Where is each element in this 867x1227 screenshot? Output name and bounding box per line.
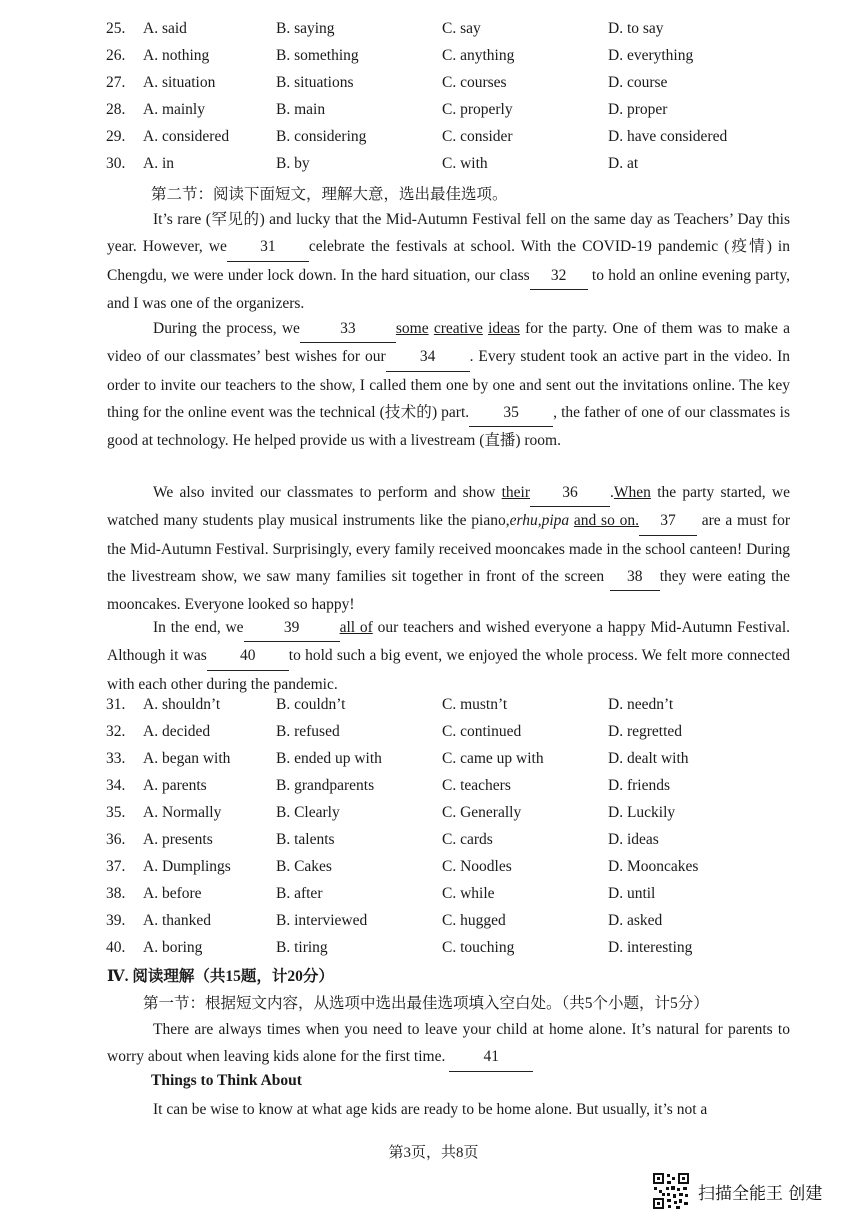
option-c: C. courses <box>442 74 507 91</box>
question-number: 27. <box>106 74 126 91</box>
option-a: A. Normally <box>143 804 222 821</box>
option-b: B. tiring <box>276 939 328 956</box>
option-c: C. hugged <box>442 912 506 929</box>
option-a: A. said <box>143 20 187 37</box>
question-number: 31. <box>106 696 126 713</box>
qr-code-icon <box>652 1172 690 1210</box>
question-number: 39. <box>106 912 126 929</box>
page-footer: 第3页，共8页 <box>388 1145 479 1161</box>
option-d: D. have considered <box>608 128 728 145</box>
option-b: B. main <box>276 101 326 118</box>
option-row <box>0 128 867 154</box>
option-a: A. before <box>143 885 202 902</box>
option-c: C. with <box>442 155 488 172</box>
option-a: A. decided <box>143 723 211 740</box>
option-a: A. considered <box>143 128 230 145</box>
option-d: D. to say <box>608 20 664 37</box>
option-a: A. parents <box>143 777 207 794</box>
option-c: C. touching <box>442 939 515 956</box>
option-row <box>0 723 867 749</box>
option-c: C. mustn’t <box>442 696 508 713</box>
option-d: D. needn’t <box>608 696 674 713</box>
option-d: D. friends <box>608 777 670 794</box>
option-c: C. while <box>442 885 495 902</box>
scanner-watermark <box>652 1172 822 1210</box>
passage-paragraph-3: We also invited our classmates to perform and show their 36 .When the party started, we watched many students play musical instruments like the piano,erhu,pipa and so on. 37 are a must for the Mid-Autumn Festival. Surprisingly, every family received mooncakes made in the school canteen! During the livestream show, we saw many families sit together in front of the screen 38 they were eating the mooncakes. Everyone looked so happy! <box>107 479 790 618</box>
option-d: D. asked <box>608 912 663 929</box>
section2-heading: 第二节：阅读下面短文，理解大意，选出最佳选项。 <box>151 186 508 203</box>
option-b: B. refused <box>276 723 340 740</box>
blank-41: 41 <box>449 1043 533 1071</box>
option-c: C. Generally <box>442 804 522 821</box>
option-a: A. shouldn’t <box>143 696 221 713</box>
option-row <box>0 804 867 830</box>
option-d: D. at <box>608 155 639 172</box>
option-row <box>0 858 867 884</box>
option-b: B. by <box>276 155 310 172</box>
option-b: B. saying <box>276 20 335 37</box>
option-b: B. considering <box>276 128 367 145</box>
part4-heading: Ⅳ. 阅读理解（共15题，计20分） <box>107 968 334 985</box>
option-b: B. Cakes <box>276 858 332 875</box>
question-number: 36. <box>106 831 126 848</box>
blank-40: 40 <box>207 642 289 670</box>
option-row <box>0 74 867 100</box>
question-number: 33. <box>106 750 126 767</box>
passage-paragraph-2: During the process, we 33 some creative ideas for the party. One of them was to make a video of our classmates’ best wishes for our 34 . Every student took an active part in the video. In order to invite our teachers to the show, I called them one by one and sent out the invitations online. The key thing for the online event was the technical (技术的) part. 35 , the father of one of our classmates is good at technology. He helped provide us with a livestream (直播) room. <box>107 315 790 454</box>
option-d: D. until <box>608 885 656 902</box>
question-number: 34. <box>106 777 126 794</box>
option-b: B. ended up with <box>276 750 382 767</box>
option-c: C. consider <box>442 128 513 145</box>
option-d: D. dealt with <box>608 750 689 767</box>
option-b: B. interviewed <box>276 912 368 929</box>
blank-31: 31 <box>227 233 309 261</box>
option-a: A. in <box>143 155 174 172</box>
option-c: C. anything <box>442 47 515 64</box>
option-row <box>0 101 867 127</box>
question-number: 26. <box>106 47 126 64</box>
option-d: D. everything <box>608 47 694 64</box>
option-row <box>0 155 867 181</box>
question-number: 37. <box>106 858 126 875</box>
blank-34: 34 <box>386 343 470 371</box>
reading-paragraph-2: It can be wise to know at what age kids are ready to be home alone. But usually, it’s not a <box>153 1101 708 1118</box>
option-b: B. talents <box>276 831 335 848</box>
option-a: A. Dumplings <box>143 858 231 875</box>
option-d: D. Mooncakes <box>608 858 699 875</box>
blank-33: 33 <box>300 315 396 343</box>
option-a: A. began with <box>143 750 231 767</box>
option-a: A. nothing <box>143 47 210 64</box>
reading-paragraph-1: There are always times when you need to leave your child at home alone. It’s natural for parents to worry about when leaving kids alone for the first time. 41 <box>107 1016 790 1072</box>
option-row <box>0 939 867 965</box>
option-row <box>0 696 867 722</box>
option-c: C. teachers <box>442 777 511 794</box>
question-number: 28. <box>106 101 126 118</box>
blank-36: 36 <box>530 479 610 507</box>
option-c: C. properly <box>442 101 513 118</box>
option-c: C. say <box>442 20 481 37</box>
option-c: C. cards <box>442 831 493 848</box>
option-a: A. boring <box>143 939 203 956</box>
watermark-text: 扫描全能王 创建 <box>698 1183 823 1204</box>
option-c: C. came up with <box>442 750 544 767</box>
option-b: B. Clearly <box>276 804 340 821</box>
blank-32: 32 <box>530 262 588 290</box>
option-row <box>0 777 867 803</box>
passage-paragraph-4: In the end, we 39 all of our teachers and wished everyone a happy Mid-Autumn Festival. Although it was 40 to hold such a big event, we enjoyed the whole process. We felt more connected with each other during the pandemic. <box>107 614 790 698</box>
option-d: D. Luckily <box>608 804 676 821</box>
blank-37: 37 <box>639 507 697 535</box>
option-b: B. something <box>276 47 359 64</box>
option-d: D. proper <box>608 101 668 118</box>
option-row <box>0 831 867 857</box>
reading-subheading: Things to Think About <box>151 1072 302 1089</box>
option-row <box>0 912 867 938</box>
question-number: 38. <box>106 885 126 902</box>
question-number: 35. <box>106 804 126 821</box>
option-b: B. after <box>276 885 323 902</box>
option-c: C. continued <box>442 723 522 740</box>
question-number: 32. <box>106 723 126 740</box>
part4-section1-heading: 第一节：根据短文内容，从选项中选出最佳选项填入空白处。（共5个小题，计5分） <box>143 995 709 1012</box>
option-a: A. presents <box>143 831 213 848</box>
option-a: A. thanked <box>143 912 212 929</box>
option-b: B. couldn’t <box>276 696 346 713</box>
passage-paragraph-1: It’s rare (罕见的) and lucky that the Mid-Autumn Festival fell on the same day as Teachers’ Day this year. However, we 31 celebrate the festivals at school. With the COVID-19 pandemic (疫情) in Chengdu, we were under lock down. In the hard situation, our class 32 to hold an online evening party, and I was one of the organizers. <box>107 211 790 312</box>
option-d: D. ideas <box>608 831 659 848</box>
blank-39: 39 <box>244 614 340 642</box>
blank-38: 38 <box>610 563 660 591</box>
option-b: B. grandparents <box>276 777 375 794</box>
option-row <box>0 885 867 911</box>
option-b: B. situations <box>276 74 354 91</box>
option-d: D. interesting <box>608 939 693 956</box>
question-number: 30. <box>106 155 126 172</box>
option-row <box>0 750 867 776</box>
option-row <box>0 20 867 46</box>
option-d: D. regretted <box>608 723 683 740</box>
option-a: A. mainly <box>143 101 205 118</box>
question-number: 40. <box>106 939 126 956</box>
blank-35: 35 <box>469 399 553 427</box>
option-a: A. situation <box>143 74 216 91</box>
question-number: 29. <box>106 128 126 145</box>
option-row <box>0 47 867 73</box>
option-d: D. course <box>608 74 668 91</box>
question-number: 25. <box>106 20 126 37</box>
option-c: C. Noodles <box>442 858 512 875</box>
